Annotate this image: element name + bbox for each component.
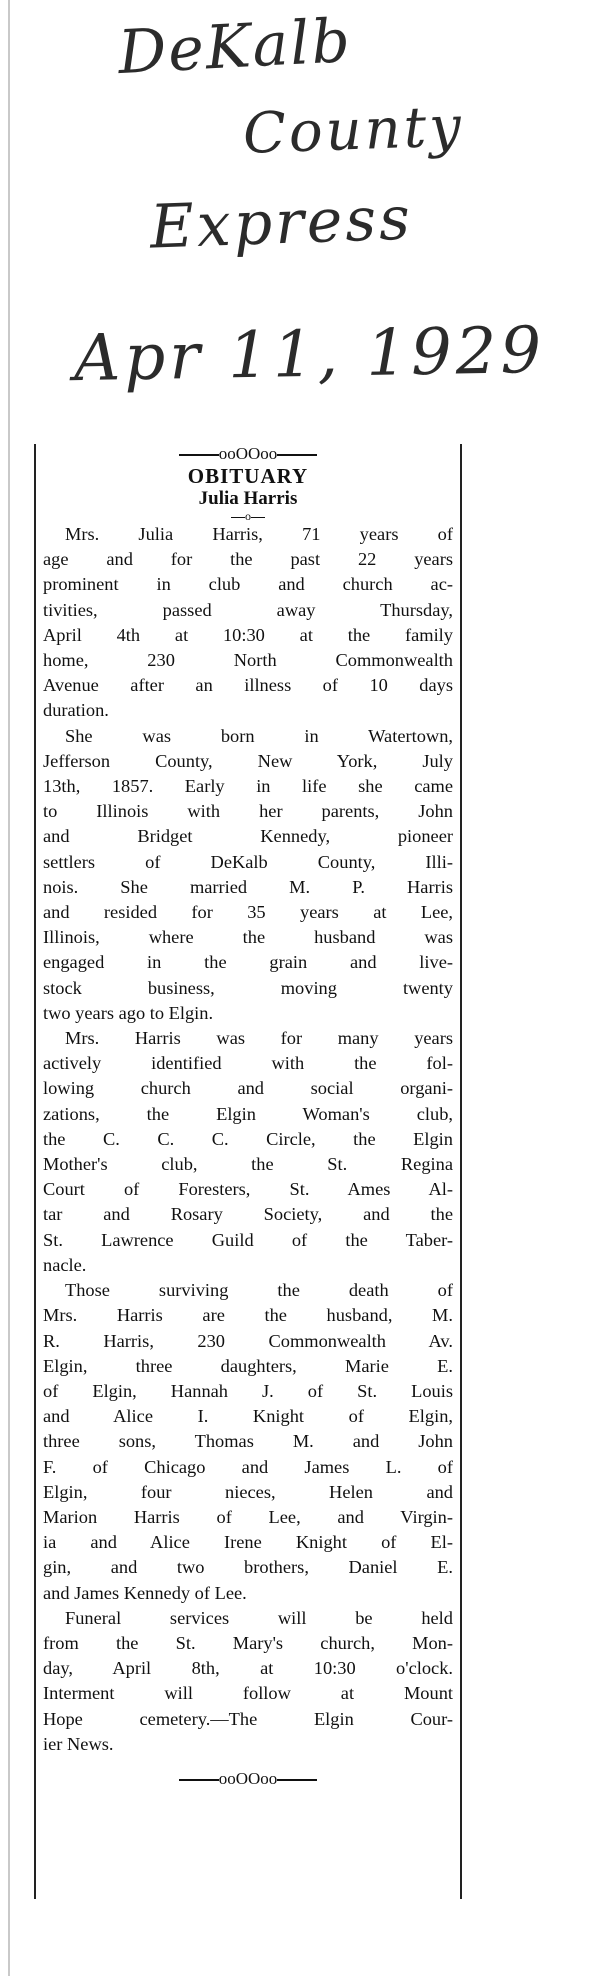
article-line: Court of Foresters, St. Ames Al- <box>43 1179 453 1200</box>
article-line: 13th, 1857. Early in life she came <box>43 776 453 797</box>
ornament-rule-left <box>179 1779 219 1781</box>
article-line: Mrs. Julia Harris, 71 years of <box>65 524 453 544</box>
article-line: April 4th at 10:30 at the family <box>43 624 453 645</box>
article-line: and Bridget Kennedy, pioneer <box>43 826 453 847</box>
article-line: She was born in Watertown, <box>65 725 453 746</box>
article-line: duration. <box>43 700 109 721</box>
article-line: two years ago to Elgin. <box>43 1002 214 1023</box>
obituary-subhead: Julia Harris <box>198 488 298 509</box>
ornament-text: ooOOoo <box>218 444 278 463</box>
article-line: Illinois, where the husband was <box>43 927 453 948</box>
article-line: Elgin, three daughters, Marie E. <box>43 1355 453 1376</box>
article-line: Mrs. Harris was for many years <box>65 1028 453 1049</box>
article-paragraph <box>43 1026 453 1278</box>
handwritten-publication-line-2: County <box>241 94 465 167</box>
article-line: R. Harris, 230 Commonwealth Av. <box>43 1330 453 1351</box>
article-paragraph <box>43 522 453 724</box>
article-body <box>43 522 453 1757</box>
article-line: zations, the Elgin Woman's club, <box>43 1103 453 1124</box>
article-line: tar and Rosary Society, and the <box>43 1204 453 1225</box>
article-paragraph <box>43 1278 453 1606</box>
article-line: Marion Harris of Lee, and Virgin- <box>43 1506 453 1527</box>
article-line: lowing church and social organi- <box>43 1078 453 1099</box>
article-line: Interment will follow at Mount <box>43 1683 453 1704</box>
article-line: tivities, passed away Thursday, <box>43 599 453 620</box>
article-line: Avenue after an illness of 10 days <box>43 675 453 696</box>
article-paragraph <box>43 1606 453 1757</box>
scan-edge-line <box>8 0 10 1976</box>
article-line: from the St. Mary's church, Mon- <box>43 1632 453 1653</box>
article-line: stock business, moving twenty <box>43 977 453 998</box>
top-ornament <box>43 444 453 464</box>
handwritten-publication-line-1: DeKalb <box>116 5 354 89</box>
small-rule-left <box>231 517 245 519</box>
article-line: Jefferson County, New York, July <box>43 750 453 771</box>
ornament-rule-left <box>179 454 219 456</box>
article-line: nois. She married M. P. Harris <box>43 876 453 897</box>
article-line: Elgin, four nieces, Helen and <box>43 1481 453 1502</box>
article-line: and James Kennedy of Lee. <box>43 1582 247 1603</box>
article-line: ier News. <box>43 1733 114 1754</box>
small-ornament-text: o <box>245 509 251 523</box>
handwritten-date: Apr 11, 1929 <box>73 313 546 397</box>
article-line: Those surviving the death of <box>65 1280 453 1301</box>
newspaper-clipping <box>34 444 462 1899</box>
article-paragraph <box>43 724 453 1026</box>
article-line: gin, and two brothers, Daniel E. <box>43 1557 453 1578</box>
article-line: engaged in the grain and live- <box>43 952 453 973</box>
article-line: three sons, Thomas M. and John <box>43 1431 453 1452</box>
article-line: age and for the past 22 years <box>43 549 453 570</box>
article-line: F. of Chicago and James L. of <box>43 1456 453 1477</box>
article-line: home, 230 North Commonwealth <box>43 650 453 671</box>
obituary-headline: OBITUARY <box>187 464 309 488</box>
article-line: Funeral services will be held <box>65 1607 453 1628</box>
ornament-rule-right <box>277 454 317 456</box>
article-line: day, April 8th, at 10:30 o'clock. <box>43 1658 453 1679</box>
article-line: St. Lawrence Guild of the Taber- <box>43 1229 453 1250</box>
article-line: the C. C. C. Circle, the Elgin <box>43 1128 453 1149</box>
small-ornament <box>43 510 453 522</box>
article-line: Mother's club, the St. Regina <box>43 1154 453 1175</box>
article-line: Mrs. Harris are the husband, M. <box>43 1305 453 1326</box>
article-line: Hope cemetery.—The Elgin Cour- <box>43 1708 453 1729</box>
ornament-rule-right <box>277 1779 317 1781</box>
article-line: nacle. <box>43 1254 87 1275</box>
ornament-text: ooOOoo <box>218 1768 278 1788</box>
article-line: and resided for 35 years at Lee, <box>43 902 453 923</box>
article-line: to Illinois with her parents, John <box>43 801 453 822</box>
handwritten-publication-line-3: Express <box>148 183 414 263</box>
article-line: and Alice I. Knight of Elgin, <box>43 1406 453 1427</box>
article-line: ia and Alice Irene Knight of El- <box>43 1532 453 1553</box>
article-line: actively identified with the fol- <box>43 1053 453 1074</box>
article-line: of Elgin, Hannah J. of St. Louis <box>43 1380 453 1401</box>
bottom-ornament <box>43 1769 453 1789</box>
article-line: prominent in club and church ac- <box>43 574 453 595</box>
article-line: settlers of DeKalb County, Illi- <box>43 851 453 872</box>
small-rule-right <box>251 517 265 519</box>
